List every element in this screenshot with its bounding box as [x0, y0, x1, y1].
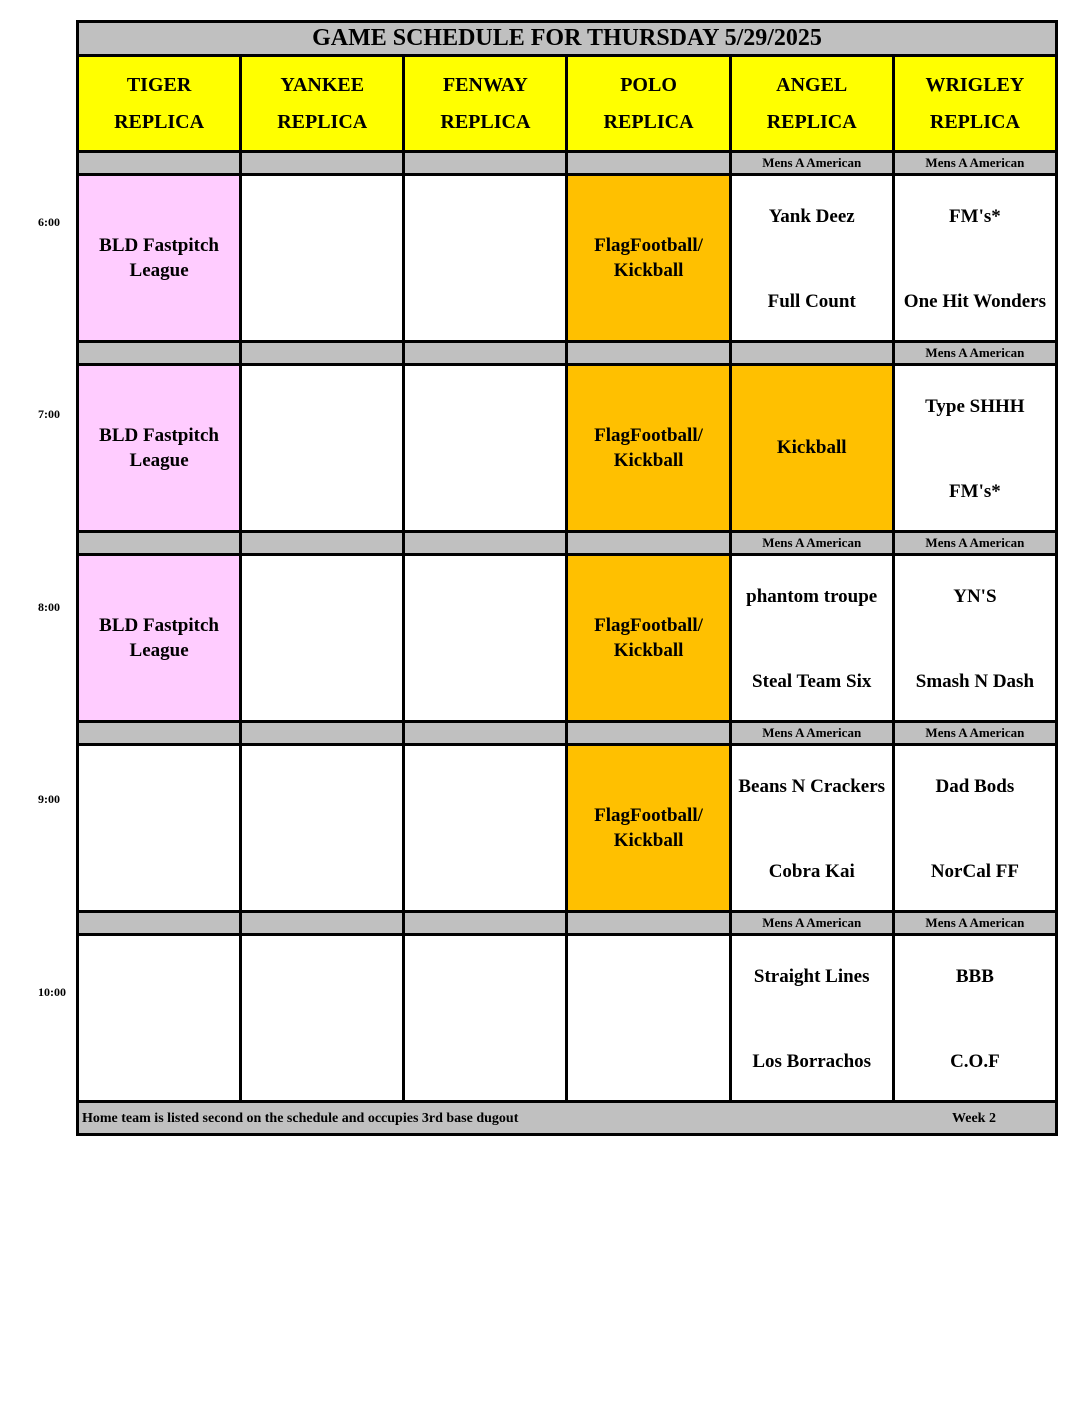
time-label-10: 10:00: [38, 985, 66, 999]
field-name: WRIGLEY: [925, 73, 1025, 96]
division-label: Mens A American: [893, 722, 1056, 745]
separator-cell: [404, 912, 567, 935]
schedule-table: [76, 20, 1058, 1136]
field-sub: REPLICA: [277, 110, 368, 133]
time-label-6: 6:00: [38, 215, 60, 229]
block-line: BLD Fastpitch: [99, 235, 219, 256]
division-label: Mens A American: [730, 152, 893, 175]
game-cell: [730, 175, 893, 342]
block-line: FlagFootball/: [594, 425, 703, 446]
game-cell: [730, 935, 893, 1102]
game-cell: [893, 555, 1056, 722]
away-team: Dad Bods: [935, 776, 1015, 797]
flagfootball-block: [567, 555, 730, 722]
home-team: FM's*: [949, 481, 1001, 502]
block-line: Kickball: [613, 260, 684, 281]
separator-cell: [404, 342, 567, 365]
separator-cell: [567, 532, 730, 555]
field-sub: REPLICA: [603, 110, 694, 133]
flagfootball-block: [567, 365, 730, 532]
game-cell: [730, 745, 893, 912]
empty-slot: [404, 555, 567, 722]
separator-cell: [567, 912, 730, 935]
separator-cell: [567, 722, 730, 745]
field-name: ANGEL: [776, 73, 848, 96]
separator-cell: [567, 342, 730, 365]
empty-slot: [404, 935, 567, 1102]
block-line: FlagFootball/: [594, 615, 703, 636]
footer-bar: [78, 1102, 1057, 1135]
field-header-fenway: [404, 56, 567, 152]
fastpitch-block: [78, 365, 241, 532]
schedule-sheet: [76, 20, 1058, 1152]
kickball-block: Kickball: [730, 365, 893, 532]
away-team: Type SHHH: [925, 396, 1025, 417]
empty-slot: [404, 365, 567, 532]
field-name: TIGER: [126, 73, 192, 96]
field-header-wrigley: [893, 56, 1056, 152]
block-line: League: [129, 640, 189, 661]
field-header-angel: [730, 56, 893, 152]
division-label: Mens A American: [893, 532, 1056, 555]
separator-cell: [78, 912, 241, 935]
separator-cell: [241, 342, 404, 365]
game-cell: [893, 745, 1056, 912]
empty-slot: [241, 745, 404, 912]
block-line: BLD Fastpitch: [99, 425, 219, 446]
away-team: BBB: [955, 966, 994, 987]
game-cell: [893, 175, 1056, 342]
separator-cell: [404, 152, 567, 175]
empty-slot: [78, 745, 241, 912]
empty-slot: [78, 935, 241, 1102]
block-line: BLD Fastpitch: [99, 615, 219, 636]
field-name: POLO: [620, 73, 677, 96]
time-label-9: 9:00: [38, 792, 60, 806]
empty-slot: [241, 175, 404, 342]
empty-slot: [241, 365, 404, 532]
time-label-8: 8:00: [38, 600, 60, 614]
separator-cell: [404, 532, 567, 555]
separator-cell: [78, 152, 241, 175]
separator-cell: [78, 532, 241, 555]
home-team: Steal Team Six: [752, 671, 872, 692]
block-line: Kickball: [613, 830, 684, 851]
away-team: YN'S: [953, 586, 997, 607]
home-team: Full Count: [767, 291, 856, 312]
block-line: League: [129, 260, 189, 281]
footer-note: Home team is listed second on the schedule and occupies 3rd base dugout: [82, 1111, 519, 1126]
game-cell: [893, 365, 1056, 532]
division-label: Mens A American: [730, 722, 893, 745]
page-title: GAME SCHEDULE FOR THURSDAY 5/29/2025: [78, 22, 1057, 56]
separator-cell: [78, 342, 241, 365]
empty-slot: [241, 555, 404, 722]
division-label: Mens A American: [730, 912, 893, 935]
field-sub: REPLICA: [440, 110, 531, 133]
separator-cell: [241, 532, 404, 555]
away-team: FM's*: [949, 206, 1001, 227]
fastpitch-block: [78, 555, 241, 722]
fastpitch-block: [78, 175, 241, 342]
flagfootball-block: [567, 175, 730, 342]
home-team: C.O.F: [950, 1051, 1000, 1072]
division-label: Mens A American: [893, 912, 1056, 935]
home-team: Los Borrachos: [752, 1051, 872, 1072]
block-line: Kickball: [613, 640, 684, 661]
division-label: Mens A American: [893, 152, 1056, 175]
field-sub: REPLICA: [929, 110, 1020, 133]
block-line: Kickball: [613, 450, 684, 471]
away-team: Straight Lines: [753, 966, 870, 987]
field-header-tiger: [78, 56, 241, 152]
separator-cell: [241, 152, 404, 175]
week-label: Week 2: [952, 1111, 996, 1126]
away-team: phantom troupe: [746, 586, 878, 607]
block-line: FlagFootball/: [594, 235, 703, 256]
division-label: Mens A American: [730, 532, 893, 555]
division-label: Mens A American: [893, 342, 1056, 365]
home-team: One Hit Wonders: [903, 291, 1046, 312]
home-team: Smash N Dash: [915, 671, 1035, 692]
separator-cell: [241, 722, 404, 745]
home-team: Cobra Kai: [768, 861, 855, 882]
separator-cell: [567, 152, 730, 175]
empty-slot: [567, 935, 730, 1102]
field-name: YANKEE: [280, 73, 365, 96]
field-header-polo: [567, 56, 730, 152]
away-team: Beans N Crackers: [738, 776, 886, 797]
separator-cell: [730, 342, 893, 365]
field-sub: REPLICA: [766, 110, 857, 133]
separator-cell: [241, 912, 404, 935]
empty-slot: [241, 935, 404, 1102]
field-sub: REPLICA: [114, 110, 205, 133]
separator-cell: [404, 722, 567, 745]
separator-cell: [78, 722, 241, 745]
block-line: League: [129, 450, 189, 471]
field-name: FENWAY: [442, 73, 528, 96]
game-cell: [893, 935, 1056, 1102]
game-cell: [730, 555, 893, 722]
empty-slot: [404, 175, 567, 342]
home-team: NorCal FF: [930, 861, 1019, 882]
flagfootball-block: [567, 745, 730, 912]
time-label-7: 7:00: [38, 407, 60, 421]
away-team: Yank Deez: [768, 206, 855, 227]
empty-slot: [404, 745, 567, 912]
block-line: FlagFootball/: [594, 805, 703, 826]
field-header-yankee: [241, 56, 404, 152]
